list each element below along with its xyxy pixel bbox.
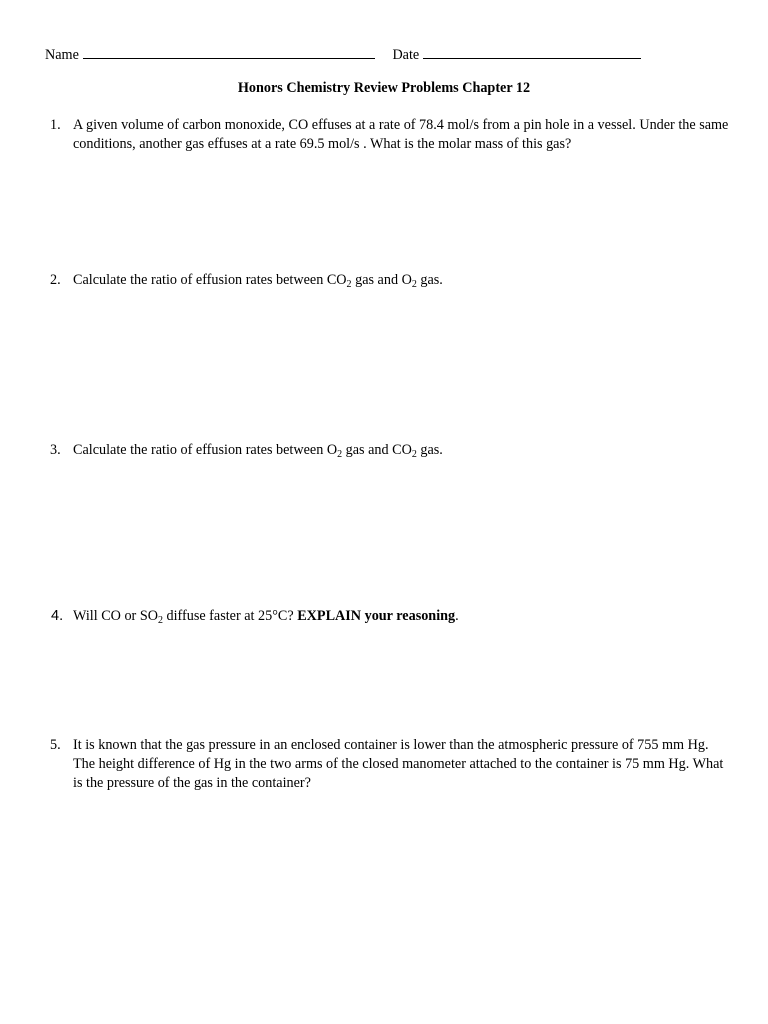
- emphasis-text: EXPLAIN your reasoning: [297, 608, 456, 624]
- subscript: 2: [411, 279, 417, 290]
- question-text: Calculate the ratio of effusion rates between $O_2$ gas and $CO_2$ gas.: [73, 442, 443, 460]
- question-number: 4.: [51, 608, 64, 624]
- question-number: 2.: [50, 272, 61, 288]
- date-label: Date: [392, 47, 420, 63]
- question-text: Will CO or $SO_2$ diffuse faster at 25°C? EXPLAIN your reasoning.: [73, 608, 459, 626]
- date-blank-line[interactable]: [423, 46, 641, 59]
- question-text: A given volume of carbon monoxide, CO effuses at a rate of 78.4 mol/s from a pin hole in a vessel. Under the same conditions, another gas effuses at a rate 69.5 mol/s . What is the molar mass of this gas?: [73, 117, 729, 152]
- name-date-header: [45, 46, 641, 64]
- subscript: 2: [337, 449, 343, 460]
- question-2: [50, 271, 730, 290]
- name-label: Name: [45, 47, 79, 63]
- subscript: 2: [411, 449, 417, 460]
- name-blank-line[interactable]: [83, 46, 375, 59]
- subscript: 2: [346, 279, 352, 290]
- question-text: It is known that the gas pressure in an enclosed container is lower than the atmospheric pressure of 755 mm Hg. The height difference of Hg in the two arms of the closed manometer attached to the container is 75 mm Hg. What is the pressure of the gas in the container?: [73, 737, 724, 791]
- question-3: [50, 441, 730, 460]
- question-4: [50, 607, 730, 626]
- question-text: Calculate the ratio of effusion rates between $CO_2$ gas and $O_2$ gas.: [73, 272, 443, 290]
- question-number: 5.: [50, 737, 61, 753]
- subscript: 2: [157, 615, 163, 626]
- question-5: [50, 736, 730, 793]
- question-number: 1.: [50, 117, 61, 133]
- question-number: 3.: [50, 442, 61, 458]
- question-1: [50, 116, 730, 154]
- page-title: Honors Chemistry Review Problems Chapter 12: [237, 80, 531, 96]
